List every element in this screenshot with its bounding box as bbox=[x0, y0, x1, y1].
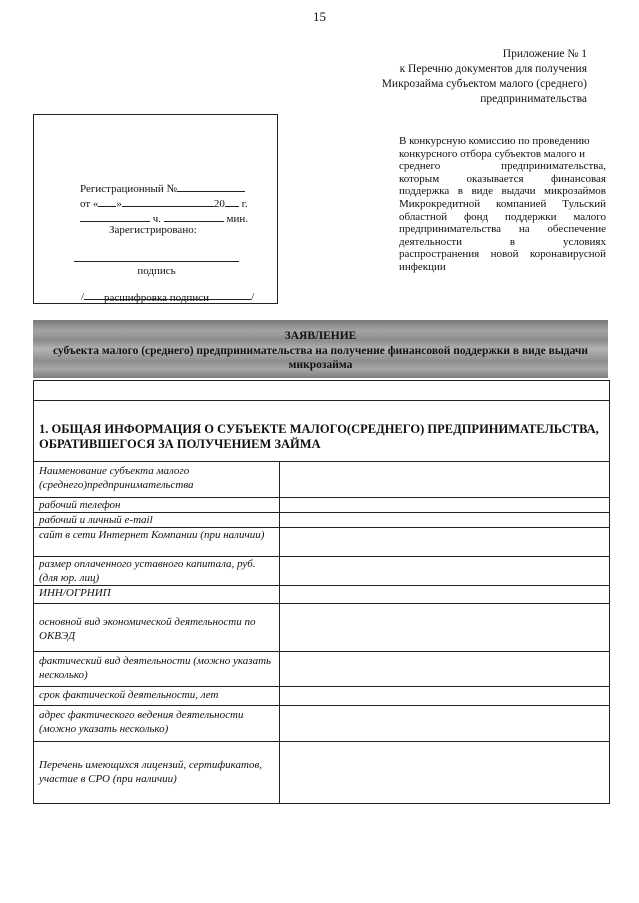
field-value-actual-activity[interactable] bbox=[281, 652, 603, 685]
registered-label: Зарегистрировано: bbox=[109, 224, 197, 236]
date-open: от « bbox=[80, 198, 99, 210]
addressee-line: среднего предпринимательства, bbox=[399, 160, 606, 173]
field-label-website: сайт в сети Интернет Компании (при наличии) bbox=[39, 529, 265, 541]
section1-title-line: ОБРАТИВШЕГОСЯ ЗА ПОЛУЧЕНИЕМ ЗАЙМА bbox=[39, 437, 321, 451]
field-value-activity-address[interactable] bbox=[281, 706, 603, 740]
application-subtitle-line: субъекта малого (среднего) предпринимательства на получение финансовой поддержки в виде выдачи bbox=[52, 345, 589, 357]
application-title-banner bbox=[33, 320, 608, 378]
field-label-licenses: Перечень имеющихся лицензий, сертификатов, участие в СРО (при наличии) bbox=[39, 759, 262, 785]
signature-label: подпись bbox=[137, 265, 176, 277]
field-value-work-phone[interactable] bbox=[281, 498, 603, 511]
addressee-line: которым оказывается финансовая bbox=[399, 172, 606, 185]
slash-right: / bbox=[251, 291, 255, 303]
page-number: 15 bbox=[313, 9, 326, 24]
field-label-actual-activity: фактический вид деятельности (можно указать несколько) bbox=[39, 655, 272, 681]
field-value-activity-term[interactable] bbox=[281, 687, 603, 704]
field-label-okved: основной вид экономической деятельности по ОКВЭД bbox=[39, 616, 256, 642]
hour-field[interactable] bbox=[80, 211, 150, 222]
appendix-line: предпринимательства bbox=[480, 93, 587, 105]
field-label-inn-ogrnip: ИНН/ОГРНИП bbox=[39, 587, 111, 599]
section1-title bbox=[39, 422, 601, 452]
hour-label: ч. bbox=[152, 213, 162, 225]
addressee-line: поддержка в виде выдачи микрозаймов bbox=[399, 185, 606, 198]
minute-field[interactable] bbox=[164, 211, 224, 222]
application-title: ЗАЯВЛЕНИЕ bbox=[284, 330, 357, 342]
date-close: » bbox=[116, 198, 122, 210]
addressee-line: В конкурсную комиссию по проведению bbox=[399, 135, 590, 147]
field-value-inn-ogrnip[interactable] bbox=[281, 586, 603, 602]
minute-label: мин. bbox=[226, 213, 249, 225]
signature-line[interactable] bbox=[74, 261, 239, 262]
addressee-line: конкурсного отбора субъектов малого и bbox=[399, 147, 586, 160]
field-label-activity-address: адрес фактического ведения деятельности (можно указать несколько) bbox=[39, 709, 244, 735]
addressee-line: Микрокредитной компанией Тульский bbox=[399, 197, 606, 210]
signature-decoding-label: расшифровка подписи bbox=[104, 292, 209, 304]
application-subtitle-line: микрозайма bbox=[288, 359, 353, 371]
field-value-okved[interactable] bbox=[281, 604, 603, 650]
field-label-company-name: Наименование субъекта малого (среднего)предпринимательства bbox=[39, 465, 194, 491]
addressee-line: предпринимательства на обеспечение bbox=[399, 223, 606, 236]
field-label-work-phone: рабочий телефон bbox=[39, 499, 121, 511]
field-value-licenses[interactable] bbox=[281, 742, 603, 802]
reg-number-label: Регистрационный № bbox=[80, 183, 178, 195]
field-label-email: рабочий и личный e-mail bbox=[39, 514, 153, 526]
section1-title-line: 1. ОБЩАЯ ИНФОРМАЦИЯ О СУБЪЕКТЕ МАЛОГО(СРЕДНЕГО) ПРЕДПРИНИМАТЕЛЬСТВА, bbox=[39, 422, 599, 436]
section1-form bbox=[33, 380, 610, 804]
appendix-line: Приложение № 1 bbox=[502, 48, 587, 60]
divider bbox=[34, 400, 609, 401]
addressee-line: деятельности в условиях bbox=[399, 235, 606, 248]
appendix-line: Микрозайма субъектом малого (среднего) bbox=[381, 78, 587, 90]
registration-box bbox=[33, 114, 278, 304]
field-value-company-name[interactable] bbox=[281, 463, 603, 496]
field-label-activity-term: срок фактической деятельности, лет bbox=[39, 689, 219, 701]
field-value-authorized-capital[interactable] bbox=[281, 557, 603, 584]
divider bbox=[34, 461, 609, 462]
field-label-authorized-capital: размер оплаченного уставного капитала, руб. (для юр. лиц) bbox=[39, 558, 256, 584]
field-value-website[interactable] bbox=[281, 528, 603, 555]
year-prefix: 20 bbox=[213, 198, 225, 210]
year-suffix: г. bbox=[241, 198, 248, 210]
addressee-block bbox=[399, 135, 606, 274]
addressee-line: областной фонд поддержки малого bbox=[399, 210, 606, 223]
addressee-line: инфекции bbox=[399, 260, 446, 273]
field-value-email[interactable] bbox=[281, 513, 603, 526]
slash-left: / bbox=[81, 291, 85, 303]
addressee-line: распространения новой коронавирусной bbox=[399, 248, 606, 261]
appendix-heading bbox=[382, 47, 587, 107]
appendix-line: к Перечню документов для получения bbox=[399, 63, 587, 75]
